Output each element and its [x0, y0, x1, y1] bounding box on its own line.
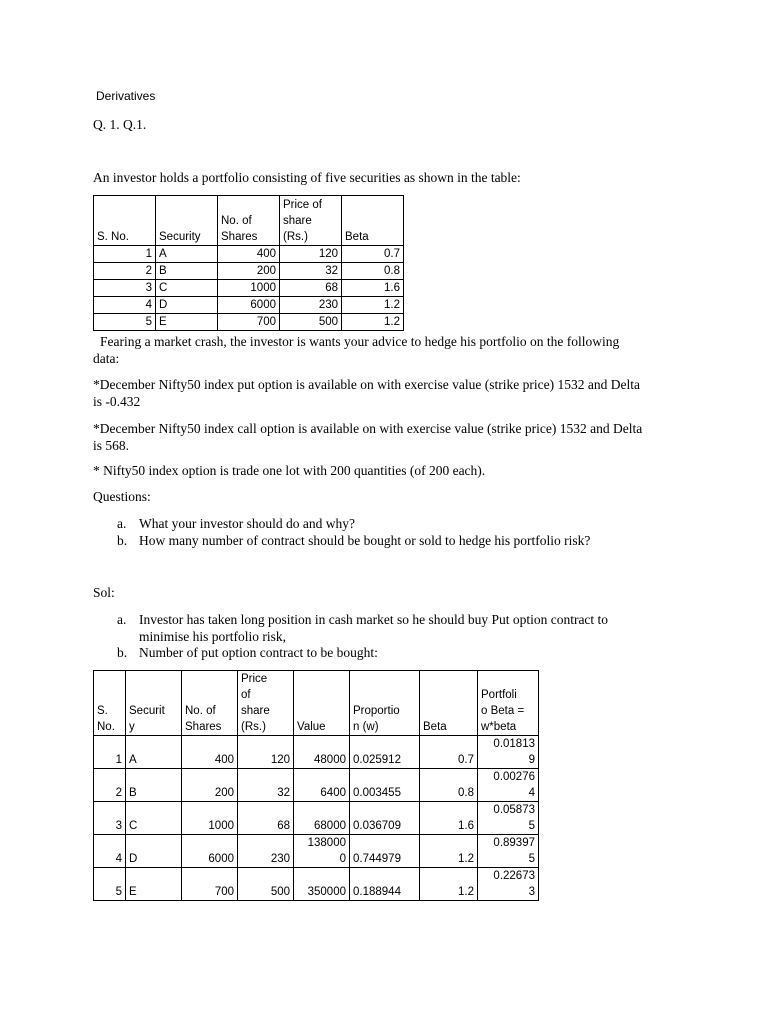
question-label: Q. 1. Q.1. [93, 117, 147, 132]
list-item [117, 611, 737, 645]
list-item [117, 532, 737, 549]
table-row [94, 835, 539, 868]
cell-beta: 1.2 [342, 314, 404, 331]
cell-portfolio-beta: 0.22673 3 [478, 868, 539, 901]
cell-shares: 6000 [218, 297, 280, 314]
cell-beta: 1.6 [420, 802, 478, 835]
cell-beta: 1.6 [342, 280, 404, 297]
cell-shares: 400 [182, 736, 238, 769]
answer-a-text-line2: minimise his portfolio risk, [139, 629, 286, 644]
header-cell: Beta [342, 196, 404, 246]
table-row [94, 736, 539, 769]
document-heading: Derivatives [96, 89, 156, 103]
call-option-line1: *December Nifty50 index call option is available on with exercise value (strike price) 1532 and Delta [93, 421, 643, 436]
cell-proportion: 0.003455 [350, 769, 420, 802]
cell-value: 350000 [294, 868, 350, 901]
table-row [94, 802, 539, 835]
cell-shares: 1000 [218, 280, 280, 297]
fearing-text-line2: data: [93, 351, 120, 366]
cell-sno: 4 [94, 297, 156, 314]
list-marker: a. [117, 612, 127, 627]
cell-beta: 1.2 [342, 297, 404, 314]
cell-price: 32 [280, 263, 342, 280]
list-item [117, 515, 737, 532]
cell-security: D [156, 297, 218, 314]
header-cell: Proportio n (w) [350, 671, 420, 736]
cell-security: B [126, 769, 182, 802]
cell-security: C [156, 280, 218, 297]
cell-shares: 200 [182, 769, 238, 802]
cell-proportion: 0.744979 [350, 835, 420, 868]
table-row [94, 314, 404, 331]
cell-proportion: 0.025912 [350, 736, 420, 769]
cell-security: E [156, 314, 218, 331]
cell-price: 120 [280, 246, 342, 263]
cell-portfolio-beta: 0.05873 5 [478, 802, 539, 835]
cell-shares: 400 [218, 246, 280, 263]
cell-price: 230 [238, 835, 294, 868]
securities-table [93, 195, 404, 331]
cell-price: 32 [238, 769, 294, 802]
cell-security: B [156, 263, 218, 280]
cell-price: 120 [238, 736, 294, 769]
cell-shares: 200 [218, 263, 280, 280]
table-row [94, 769, 539, 802]
cell-beta: 0.7 [420, 736, 478, 769]
header-cell: Security [156, 196, 218, 246]
cell-price: 500 [238, 868, 294, 901]
cell-shares: 700 [182, 868, 238, 901]
questions-label: Questions: [93, 489, 151, 504]
cell-beta: 0.8 [342, 263, 404, 280]
cell-shares: 6000 [182, 835, 238, 868]
table-header-row [94, 671, 539, 736]
cell-beta: 1.2 [420, 868, 478, 901]
cell-security: E [126, 868, 182, 901]
cell-proportion: 0.188944 [350, 868, 420, 901]
cell-proportion: 0.036709 [350, 802, 420, 835]
header-cell: No. of Shares [218, 196, 280, 246]
header-cell: Beta [420, 671, 478, 736]
table-row [94, 246, 404, 263]
cell-portfolio-beta: 0.01813 9 [478, 736, 539, 769]
cell-beta: 1.2 [420, 835, 478, 868]
cell-sno: 3 [94, 802, 126, 835]
header-cell: S. No. [94, 196, 156, 246]
cell-value: 6400 [294, 769, 350, 802]
question-a-text: What your investor should do and why? [139, 516, 355, 531]
cell-security: A [126, 736, 182, 769]
header-cell: S. No. [94, 671, 126, 736]
table-header-row [94, 196, 404, 246]
cell-sno: 1 [94, 246, 156, 263]
portfolio-beta-table [93, 670, 539, 901]
header-cell: Portfoli o Beta = w*beta [478, 671, 539, 736]
cell-sno: 5 [94, 868, 126, 901]
cell-sno: 3 [94, 280, 156, 297]
cell-sno: 5 [94, 314, 156, 331]
list-marker: a. [117, 516, 127, 531]
lot-size-line: * Nifty50 index option is trade one lot with 200 quantities (of 200 each). [93, 463, 486, 478]
cell-price: 230 [280, 297, 342, 314]
cell-beta: 0.8 [420, 769, 478, 802]
fearing-text-line1: Fearing a market crash, the investor is wants your advice to hedge his portfolio on the following [100, 334, 620, 349]
cell-security: D [126, 835, 182, 868]
put-option-line2: is -0.432 [93, 394, 141, 409]
table-row [94, 868, 539, 901]
answer-a-text-line1: Investor has taken long position in cash market so he should buy Put option contract to [139, 612, 609, 627]
cell-price: 68 [238, 802, 294, 835]
solution-label: Sol: [93, 585, 115, 600]
cell-value: 48000 [294, 736, 350, 769]
list-marker: b. [117, 645, 128, 660]
table-row [94, 263, 404, 280]
cell-security: A [156, 246, 218, 263]
cell-price: 68 [280, 280, 342, 297]
cell-sno: 2 [94, 769, 126, 802]
cell-sno: 2 [94, 263, 156, 280]
cell-price: 500 [280, 314, 342, 331]
intro-paragraph: An investor holds a portfolio consisting of five securities as shown in the table: [93, 170, 521, 185]
cell-shares: 700 [218, 314, 280, 331]
cell-beta: 0.7 [342, 246, 404, 263]
cell-security: C [126, 802, 182, 835]
header-cell: No. of Shares [182, 671, 238, 736]
cell-shares: 1000 [182, 802, 238, 835]
header-cell: Price of share (Rs.) [238, 671, 294, 736]
cell-sno: 4 [94, 835, 126, 868]
cell-value: 68000 [294, 802, 350, 835]
list-marker: b. [117, 533, 128, 548]
call-option-line2: is 568. [93, 438, 130, 453]
header-cell: Value [294, 671, 350, 736]
table-row [94, 297, 404, 314]
header-cell: Securit y [126, 671, 182, 736]
cell-portfolio-beta: 0.89397 5 [478, 835, 539, 868]
cell-sno: 1 [94, 736, 126, 769]
list-item [117, 644, 737, 661]
question-b-text: How many number of contract should be bought or sold to hedge his portfolio risk? [139, 533, 591, 548]
answer-b-text: Number of put option contract to be bought: [139, 645, 378, 660]
table-row [94, 280, 404, 297]
cell-portfolio-beta: 0.00276 4 [478, 769, 539, 802]
cell-value: 138000 0 [294, 835, 350, 868]
put-option-line1: *December Nifty50 index put option is available on with exercise value (strike price) 1532 and Delta [93, 377, 640, 392]
header-cell: Price of share (Rs.) [280, 196, 342, 246]
